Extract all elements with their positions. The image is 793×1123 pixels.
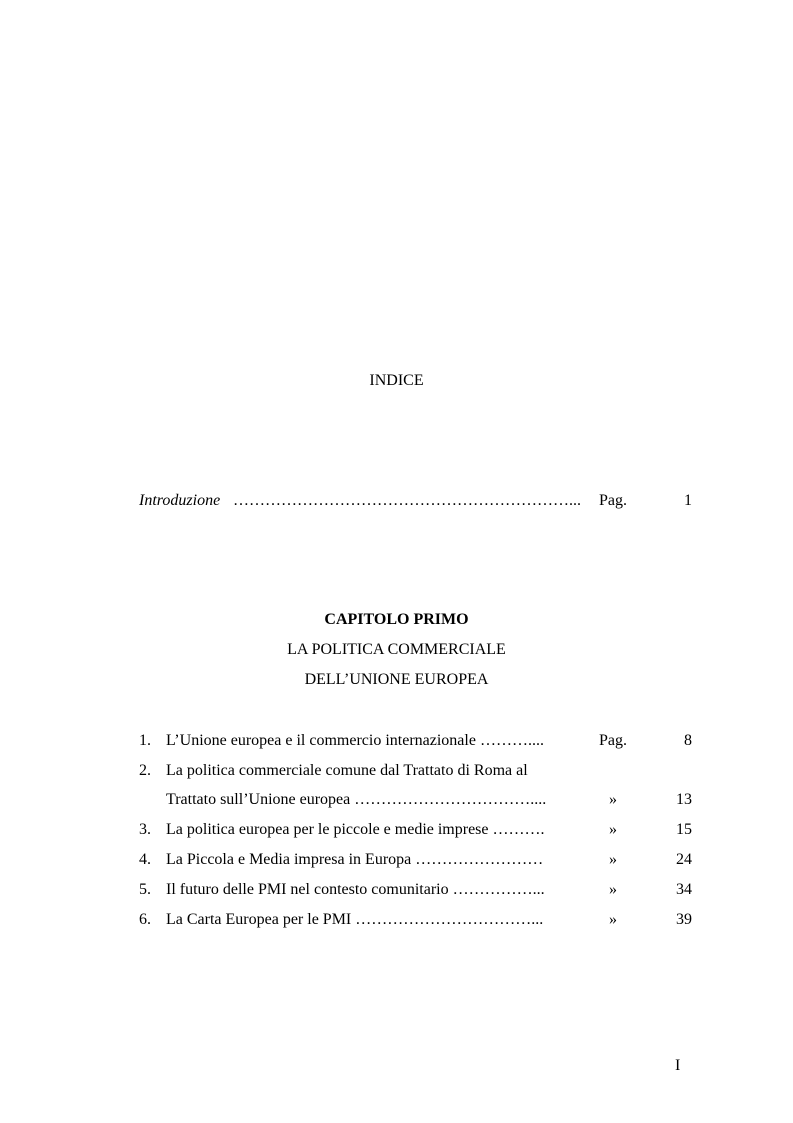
entry-number: 4. — [139, 851, 151, 868]
intro-page-number: 1 — [684, 492, 692, 509]
entry-page: 34 — [676, 881, 692, 898]
entry-ref: » — [609, 791, 617, 808]
entry-ref: Pag. — [599, 732, 627, 749]
entry-text: La Carta Europea per le PMI ……………………………... — [166, 911, 544, 928]
intro-pag-label: Pag. — [599, 492, 627, 509]
entry-page: 15 — [676, 821, 692, 838]
entry-ref: » — [609, 911, 617, 928]
intro-dots: ………………………………………………………... — [233, 492, 581, 509]
intro-label: Introduzione — [139, 492, 221, 509]
entry-number: 1. — [139, 732, 151, 749]
entry-text: L’Unione europea e il commercio internazionale ……….... — [166, 732, 544, 749]
entry-ref: » — [609, 851, 617, 868]
entry-text: La Piccola e Media impresa in Europa …………………… — [166, 851, 544, 868]
footer-page-number: I — [675, 1057, 681, 1074]
chapter-heading: CAPITOLO PRIMO — [324, 611, 469, 628]
entry-number: 5. — [139, 881, 151, 898]
entry-ref: » — [609, 821, 617, 838]
entry-ref: » — [609, 881, 617, 898]
entry-text: La politica commerciale comune dal Trattato di Roma al — [166, 762, 528, 779]
entry-page: 39 — [676, 911, 692, 928]
entry-text: Il futuro delle PMI nel contesto comunitario ……………... — [166, 881, 545, 898]
chapter-subtitle-line2: DELL’UNIONE EUROPEA — [304, 671, 489, 688]
entry-number: 2. — [139, 762, 151, 779]
chapter-subtitle-line1: LA POLITICA COMMERCIALE — [287, 641, 506, 658]
index-title: INDICE — [369, 372, 424, 389]
entry-text-continued: Trattato sull’Unione europea …………………………….... — [166, 791, 547, 808]
entry-page: 24 — [676, 851, 692, 868]
entry-page: 13 — [676, 791, 692, 808]
entry-number: 3. — [139, 821, 151, 838]
entry-number: 6. — [139, 911, 151, 928]
entry-text: La politica europea per le piccole e medie imprese ………. — [166, 821, 545, 838]
entry-page: 8 — [684, 732, 692, 749]
